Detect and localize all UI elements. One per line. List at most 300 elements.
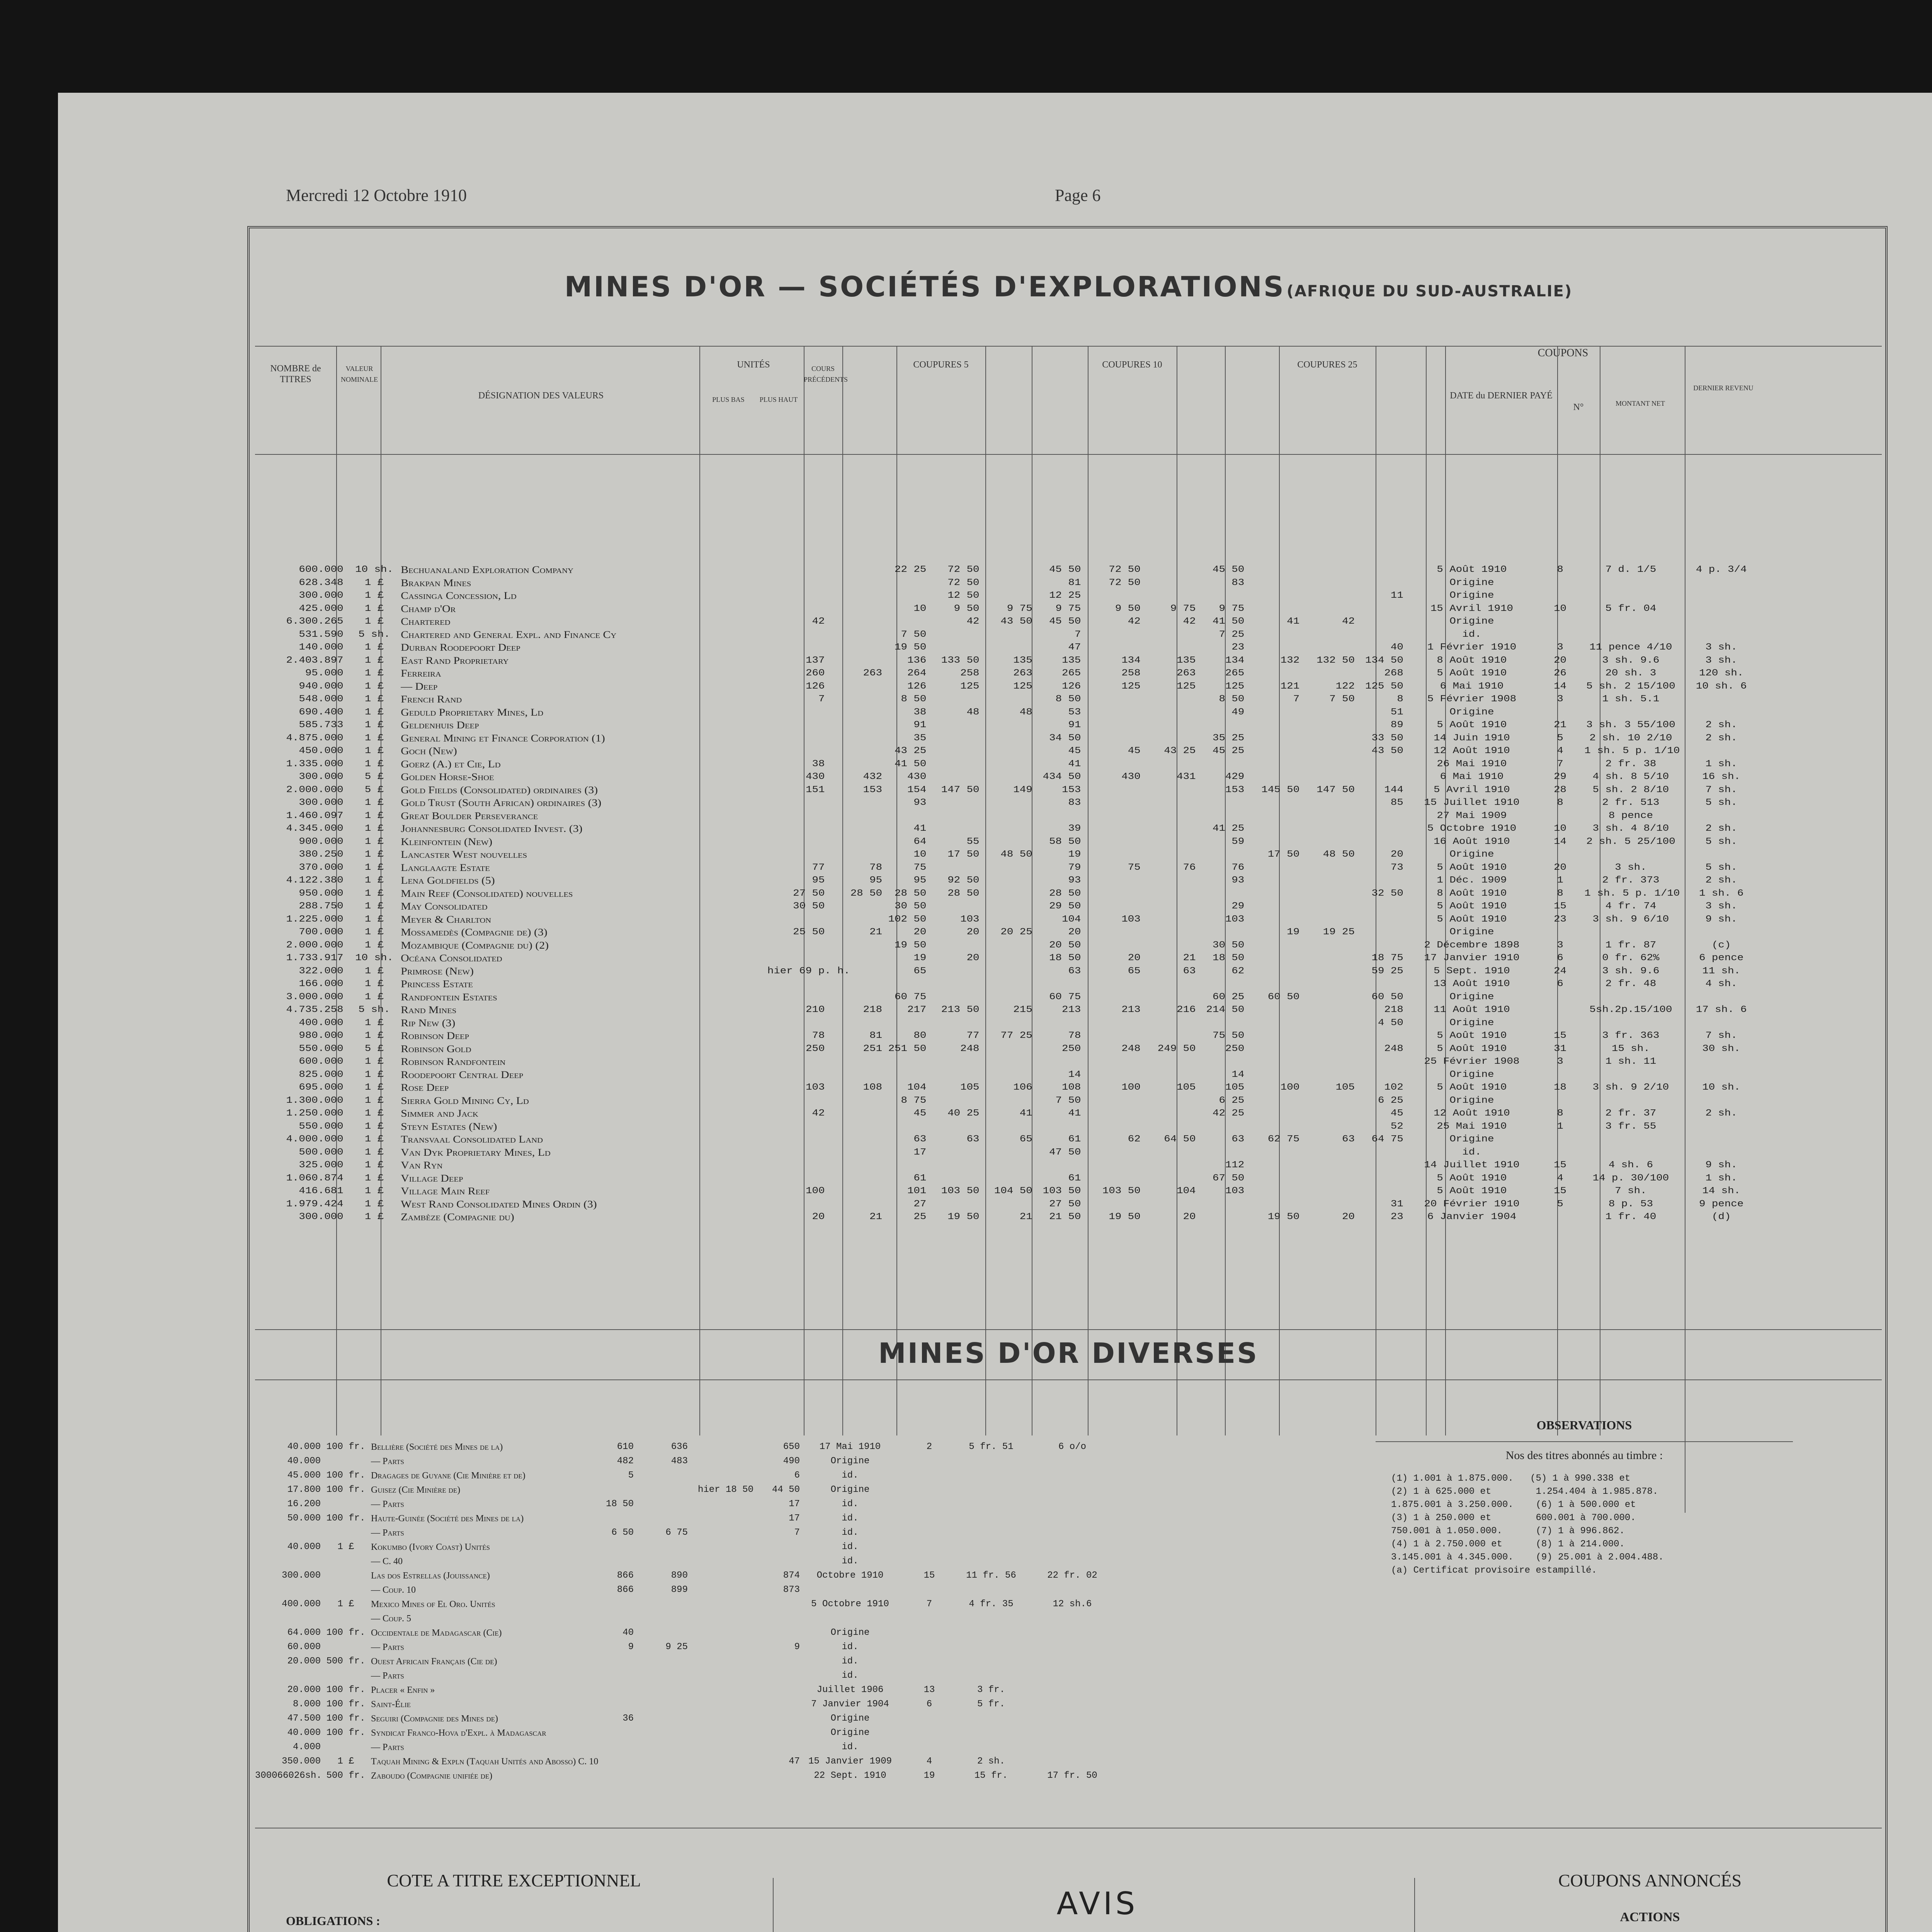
cell: 1 £ [364,694,384,704]
cell: 251 [863,1043,883,1054]
cell: 27 50 [793,888,825,899]
cell: 15 [1554,901,1567,912]
cell: 19 50 [1267,1212,1300,1222]
cell: 1 fr. 87 [1605,940,1656,951]
cell: 8 [1557,888,1563,899]
cell: 500 fr. [326,1770,366,1781]
cell: 8 p. 53 [1608,1199,1653,1209]
cell: Origine [1449,992,1494,1002]
cell: 1 £ [364,823,384,834]
cell: Zambèze (Compagnie du) [401,1211,514,1223]
cell: 59 [1231,836,1245,847]
cell: Durban Roodepoort Deep [401,642,520,653]
cell: Kokumbo (Ivory Coast) Unités [371,1542,490,1552]
cell: id. [842,1513,859,1524]
cell: — Parts [371,1742,404,1752]
cell: 1.979.424 [286,1199,344,1209]
cell: 874 [783,1570,800,1581]
cell: 5 £ [364,772,384,782]
cell: 1 £ [364,720,384,730]
cell: 166.000 [299,979,344,989]
cell: 132 50 [1316,655,1355,666]
cell: 900.000 [299,836,344,847]
cell: 610 [617,1442,634,1452]
cell: 5 Octobre 1910 [1427,823,1517,834]
cell: Origine [1449,927,1494,937]
cell: 43 25 [895,746,927,756]
cell: 18 75 [1371,953,1403,963]
cell: 100 fr. [326,1713,366,1724]
cell: 8 50 [1055,694,1081,704]
cell: 250 [1225,1043,1245,1054]
cell: 3 sh. 9 6/10 [1592,914,1669,925]
cell: 6 Mai 1910 [1440,681,1504,692]
cell: 21 [869,927,883,937]
cell: 210 [806,1005,825,1015]
cell: 215 [1013,1005,1032,1015]
cell: 5 £ [364,784,384,795]
cell: 21 50 [1049,1212,1081,1222]
cell: 10 sh. [355,953,393,963]
cell: 2 fr. 38 [1605,759,1656,769]
cell: 1 [1557,875,1563,886]
cell: 77 [966,1031,980,1041]
cell: 17 Mai 1910 [819,1442,881,1452]
cell: 137 [806,655,825,666]
cell: 67 50 [1213,1173,1245,1184]
cell: 10 sh. [355,565,393,575]
cell: 4 sh. 6 [1608,1160,1653,1170]
cell: 153 [863,784,883,795]
cell: 60 75 [1049,992,1081,1002]
cell: 263 [1177,668,1196,679]
cell: 20 25 [1000,927,1032,937]
cell: 61 [1068,1173,1081,1184]
cell: 400.000 [282,1599,321,1609]
cell: 42 [812,616,825,627]
cell: 77 [812,862,825,873]
cell: 2 sh. [1705,733,1737,743]
cell: 7 [1293,694,1300,704]
cell: 5 [1557,733,1563,743]
cell: Origine [1449,1017,1494,1028]
cell: 300.000 [299,772,344,782]
cell: 41 [1019,1108,1032,1119]
cell: 1 £ [364,849,384,860]
cell: 41 25 [1213,823,1245,834]
cell: 16 sh. [1702,772,1741,782]
cell: Goerz (A.) et Cie, Ld [401,758,501,770]
cell: 95.000 [305,668,344,679]
hdr-plus-bas: PLUS BAS [712,396,745,403]
cell: May Consolidated [401,901,488,912]
cell: Haute-Guinée (Société des Mines de la) [371,1514,524,1524]
cell: 5 Août 1910 [1437,1173,1507,1184]
cell: 3 sh. 3 55/100 [1586,720,1675,730]
cell: 144 [1384,784,1403,795]
cell: 22 Sept. 1910 [814,1770,886,1781]
cell: 92 50 [947,875,980,886]
cell: 430 [907,772,927,782]
cell: 133 50 [941,655,980,666]
cell: West Rand Consolidated Mines Ordin (3) [401,1198,597,1210]
cell: 106 [1013,1082,1032,1093]
cell: 89 [1390,720,1403,730]
cell: 8 50 [1219,694,1245,704]
cell: Robinson Randfontein [401,1056,506,1067]
cell: 248 [960,1043,980,1054]
cell: Rose Deep [401,1082,449,1093]
cell: 216 [1177,1005,1196,1015]
cell: Geduld Proprietary Mines, Ld [401,706,544,718]
cell: 5 Octobre 1910 [811,1599,889,1609]
cell: 45 50 [1049,616,1081,627]
cell: 249 50 [1157,1043,1196,1054]
hdr-montant: MONTANT NET [1616,400,1665,407]
cell: 11 [1390,590,1403,601]
cell: 3 fr. 55 [1605,1121,1656,1132]
cell: 483 [671,1456,688,1466]
hdr-no: N° [1573,402,1584,412]
cell: 3 [1557,940,1563,951]
cell: Village Deep [401,1172,463,1184]
cell: 25 [913,1212,927,1222]
cell: 2 fr. 373 [1602,875,1660,886]
cell: hier 69 p. h. [767,966,850,976]
cell: 62 [1231,966,1245,976]
cell: Johannesburg Consolidated Invest. (3) [401,823,583,834]
cell: 1 £ [364,966,384,976]
cell: 12 50 [947,590,980,601]
cell: 45 [913,1108,927,1119]
cell: 44 50 [772,1485,800,1495]
cell: 7 d. 1/5 [1605,565,1656,575]
cell: 28 50 [850,888,883,899]
cell: 19 [1068,849,1081,860]
cell: 8 Août 1910 [1437,888,1507,899]
cell: 7 [926,1599,932,1609]
cell: 19 50 [947,1212,980,1222]
cell: 64.000 [287,1628,321,1638]
cell: Goch (New) [401,745,457,757]
cell: 17 50 [947,849,980,860]
cell: 95 [869,875,883,886]
cell: 26 Mai 1910 [1437,759,1507,769]
hdr-designation: DÉSIGNATION DES VALEURS [478,391,604,401]
cell: 5 fr. [977,1699,1005,1709]
cell: 40.000 [287,1442,321,1452]
cell: 135 [1177,655,1196,666]
cell: 20 [1068,927,1081,937]
cell: 1 £ [364,1173,384,1184]
cell: 7 Janvier 1904 [811,1699,889,1709]
cell: 60 50 [1371,992,1403,1002]
cell: 5 Août 1910 [1437,914,1507,925]
cell: 1 sh. [1705,759,1737,769]
cell: 93 [1231,875,1245,886]
cell: 100 fr. [326,1685,366,1695]
cell: 7 [818,694,825,704]
cell: 550.000 [299,1043,344,1054]
cell: 105 [1335,1082,1355,1093]
cell: Origine [830,1456,870,1466]
cell: 25 Mai 1910 [1437,1121,1507,1132]
cell: — Parts [371,1528,404,1538]
cell: 62 [1128,1134,1141,1145]
cell: 260 [806,668,825,679]
cell: 2 fr. 37 [1605,1108,1656,1119]
cell: 19 [1287,927,1300,937]
cell: 10 [1554,603,1567,614]
cell: 3 fr. 363 [1602,1031,1660,1041]
cell: 33 50 [1371,733,1403,743]
cell: 218 [1384,1005,1403,1015]
diverses-top-rule [255,1329,1882,1330]
cell: 5 sh. 2 8/10 [1592,784,1669,795]
cell: Langlaagte Estate [401,862,490,873]
cell: 695.000 [299,1082,344,1093]
cell: 1 sh. 5 p. 1/10 [1584,746,1680,756]
cell: 6 [794,1470,800,1481]
cell: 20 Février 1910 [1424,1199,1520,1209]
cell: 48 50 [1000,849,1032,860]
cell: 940.000 [299,681,344,692]
cell: 11 fr. 56 [966,1570,1016,1581]
cell: 1 £ [364,1212,384,1222]
cell: 8 [1557,1108,1563,1119]
cell: 48 [966,707,980,718]
cell: 1 £ [364,616,384,627]
cell: 42 [1183,616,1196,627]
diverses-rule [255,1379,1882,1380]
hdr-revenu: DERNIER REVENU [1693,384,1753,392]
cell: 7 sh. [1705,784,1737,795]
cell: 65 [913,966,927,976]
cell: 5 fr. 04 [1605,603,1656,614]
cell: 4.122.380 [286,875,344,886]
cell: 1 £ [364,1160,384,1170]
cell: 1 [1557,1121,1563,1132]
cote-oblig-label: OBLIGATIONS : [286,1914,380,1928]
cell: 9 25 [665,1642,688,1652]
cell: 104 [1177,1186,1196,1196]
cell: 14 Juin 1910 [1434,733,1510,743]
cell: 15 Juillet 1910 [1424,798,1520,808]
cell: 125 [1013,681,1032,692]
cell: 3 sh. [1705,655,1737,666]
cell: Océana Consolidated [401,952,502,964]
cell: 1 Février 1910 [1427,642,1517,653]
cell: 42 25 [1213,1108,1245,1119]
cell: 1 £ [364,603,384,614]
cell: Guisez (Cie Minière de) [371,1485,461,1495]
observation-line: 750.001 à 1.050.000. (7) 1 à 996.862. [1391,1526,1625,1536]
cell: 125 50 [1365,681,1403,692]
cell: Origine [830,1728,870,1738]
observation-line: (4) 1 à 2.750.000 et (8) 1 à 214.000. [1391,1539,1625,1549]
cell: 64 50 [1164,1134,1196,1145]
cell: 151 [806,784,825,795]
cell: 149 [1013,784,1032,795]
cell: 7 50 [1329,694,1355,704]
cell: 5 sh. [358,629,390,640]
cell: 3 sh. 9.6 [1602,966,1660,976]
cell: 40 [1390,642,1403,653]
cell: 690.400 [299,707,344,718]
cell: 61 [913,1173,927,1184]
cell: 103 50 [1043,1186,1081,1196]
cell: 899 [671,1585,688,1595]
cell: 5 [1557,1199,1563,1209]
cell: 5 sh. 2 15/100 [1586,681,1675,692]
cell: 72 50 [947,565,980,575]
cell: 1 £ [364,979,384,989]
cell: 93 [1068,875,1081,886]
cell: 23 [1390,1212,1403,1222]
cell: 21 [1183,953,1196,963]
cell: 31 [1390,1199,1403,1209]
cell: 548.000 [299,694,344,704]
cell: 4.735.258 [286,1005,344,1015]
cell: 6.300.265 [286,616,344,627]
cell: 63 [1342,1134,1355,1145]
cell: 400.000 [299,1017,344,1028]
cell: 145 50 [1261,784,1300,795]
cell: 950.000 [299,888,344,899]
cell: 700.000 [299,927,344,937]
cell: 135 [1062,655,1081,666]
cell: 40.000 [287,1542,321,1552]
cell: 103 [960,914,980,925]
cell: 7 [794,1527,800,1538]
cell: Village Main Reef [401,1185,490,1197]
cell: 45 [1128,746,1141,756]
cell: — Parts [371,1642,404,1652]
cell: 18 [1554,1082,1567,1093]
cell: 60.000 [287,1642,321,1652]
cell: 83 [1231,577,1245,588]
cell: 3 [1557,1056,1563,1067]
cell: Placer « Enfin » [371,1685,435,1695]
cell: 6 o/o [1058,1442,1086,1452]
cell: 153 [1062,784,1081,795]
cell: 6 Janvier 1904 [1427,1212,1517,1222]
cell: 16.200 [287,1499,321,1509]
mines-or-heading [255,270,1882,303]
hdr-nombre: NOMBRE de TITRES [270,364,321,384]
cell: 20 [1342,1212,1355,1222]
cell: 258 [1121,668,1141,679]
cell: 1 Déc. 1909 [1437,875,1507,886]
cell: 100 fr. [326,1470,366,1481]
cell: 5 £ [364,1043,384,1054]
cell: Ferreira [401,668,441,679]
cell: 2 sh. [1705,1108,1737,1119]
cell: 1 £ [364,836,384,847]
cell: 43 50 [1371,746,1403,756]
mines-or-col-rule [1279,346,1280,1435]
cell: 101 [907,1186,927,1196]
cell: 14 sh. [1702,1186,1741,1196]
cell: 100 [1121,1082,1141,1093]
cell: 50.000 [287,1513,321,1524]
cell: 430 [806,772,825,782]
cell: 380.250 [299,849,344,860]
running-head-date: Mercredi 12 Octobre 1910 [286,186,467,205]
cell: id. [842,1670,859,1681]
cell: 80 [913,1031,927,1041]
cell: 19 [913,953,927,963]
cell: — Coup. 5 [371,1614,412,1624]
cell: 126 [1062,681,1081,692]
cell: Dragages de Guyane (Cie Minière et de) [371,1471,526,1481]
cell: 134 50 [1365,655,1403,666]
cell: 19 50 [1109,1212,1141,1222]
cell: 45 50 [1213,565,1245,575]
cell: 7 25 [1219,629,1245,640]
hdr-plus-haut: PLUS HAUT [759,396,798,403]
cell: 1 sh. 11 [1605,1056,1656,1067]
cell: 28 [1554,784,1567,795]
cell: 10 sh. [1702,1082,1741,1093]
cell: 5 Février 1908 [1427,694,1517,704]
cell: 17 fr. 50 [1047,1770,1097,1781]
cell: 1 £ [364,733,384,743]
cell: Origine [830,1628,870,1638]
cell: 20 [812,1212,825,1222]
cell: 1 £ [364,1069,384,1080]
cell: 21 [869,1212,883,1222]
cell: 23 [1554,914,1567,925]
cell: 20 [1128,953,1141,963]
cell: 47 [1068,642,1081,653]
cell: 55 [966,836,980,847]
cell: 17 sh. 6 [1696,1005,1747,1015]
hdr-coupures10: COUPURES 10 [1102,360,1162,370]
cell: 35 [913,733,927,743]
cell: Ouest Africain Français (Cie de) [371,1656,497,1667]
cell: 121 [1280,681,1300,692]
observations-title: OBSERVATIONS [1536,1418,1632,1432]
cell: 1 £ [337,1756,354,1767]
cell: 29 [1231,901,1245,912]
cell: 100 fr. [326,1728,366,1738]
hdr-cours: COURS PRÉCÉDENTS [804,365,848,383]
cell: 8 Août 1910 [1437,655,1507,666]
cell: 1 £ [364,1017,384,1028]
cell: Kleinfontein (New) [401,836,493,847]
cell: 20 [1554,862,1567,873]
cell: 75 50 [1213,1031,1245,1041]
cell: 3 sh. [1615,862,1647,873]
cell: 1.460.097 [286,810,344,821]
cell: 41 [1068,759,1081,769]
cell: 25 Février 1908 [1424,1056,1520,1067]
cell: 15 Avril 1910 [1430,603,1513,614]
cell: 14 p. 30/100 [1592,1173,1669,1184]
cell: 42 [1128,616,1141,627]
cell: 1 £ [364,927,384,937]
cell: 48 50 [1323,849,1355,860]
cell: 27 Mai 1909 [1437,810,1507,821]
coupons-annonces-box [1430,1870,1870,1932]
cell: 217 [907,1005,927,1015]
cell: 873 [783,1585,800,1595]
observation-line: (a) Certificat provisoire estampillé. [1391,1565,1597,1576]
cell: 2 fr. 48 [1605,979,1656,989]
cell: 9 [628,1642,634,1652]
cell: 9 75 [1219,603,1245,614]
